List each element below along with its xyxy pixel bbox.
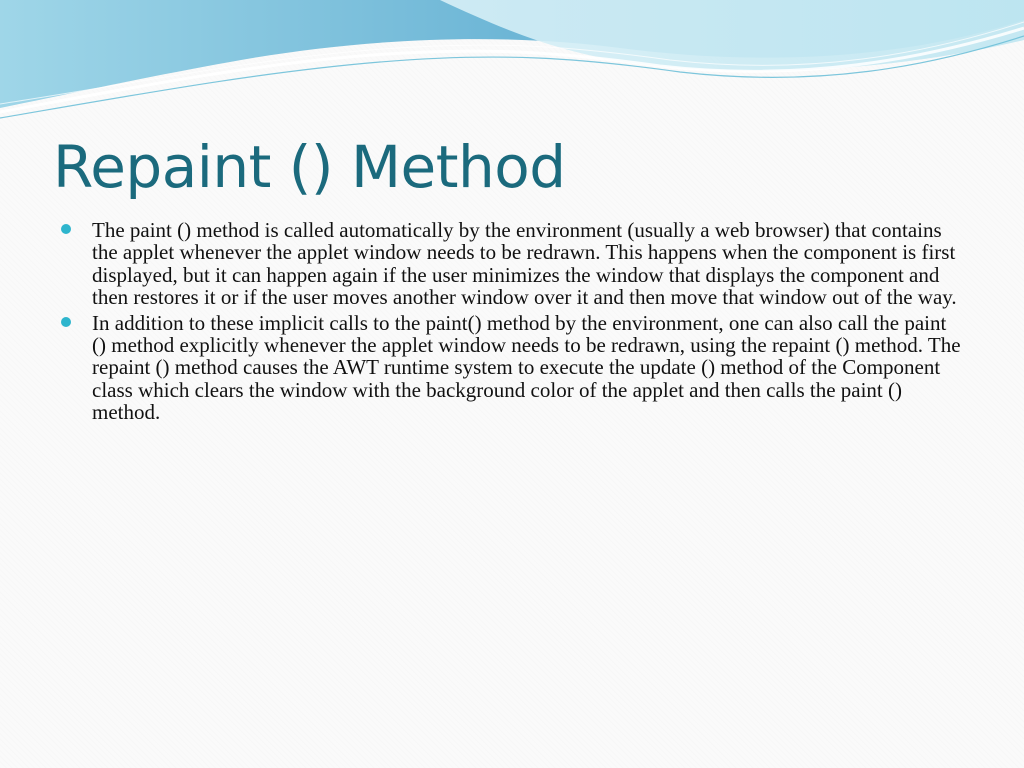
bullet-dot-icon [61, 317, 71, 327]
bullet-item [60, 312, 965, 424]
bullet-item [60, 219, 965, 309]
bullet-text: In addition to these implicit calls to the paint() method by the environment, one can also call the paint () method explicitly whenever the applet window needs to be redrawn, using the repaint () method. The repaint () method causes the AWT runtime system to execute the update () method of the Component class which clears the window with the background color of the applet and then calls the paint () method. [92, 310, 961, 425]
bullet-text: The paint () method is called automatically by the environment (usually a web browser) that contains the applet whenever the applet window needs to be redrawn. This happens when the component is first displayed, but it can happen again if the user minimizes the window that displays the component and then restores it or if the user moves another window over it and then move that window out of the way. [92, 218, 957, 310]
header-wave-decoration [0, 0, 1024, 130]
slide-title: Repaint () Method [53, 133, 566, 201]
bullet-list [60, 219, 965, 427]
bullet-dot-icon [61, 224, 71, 234]
